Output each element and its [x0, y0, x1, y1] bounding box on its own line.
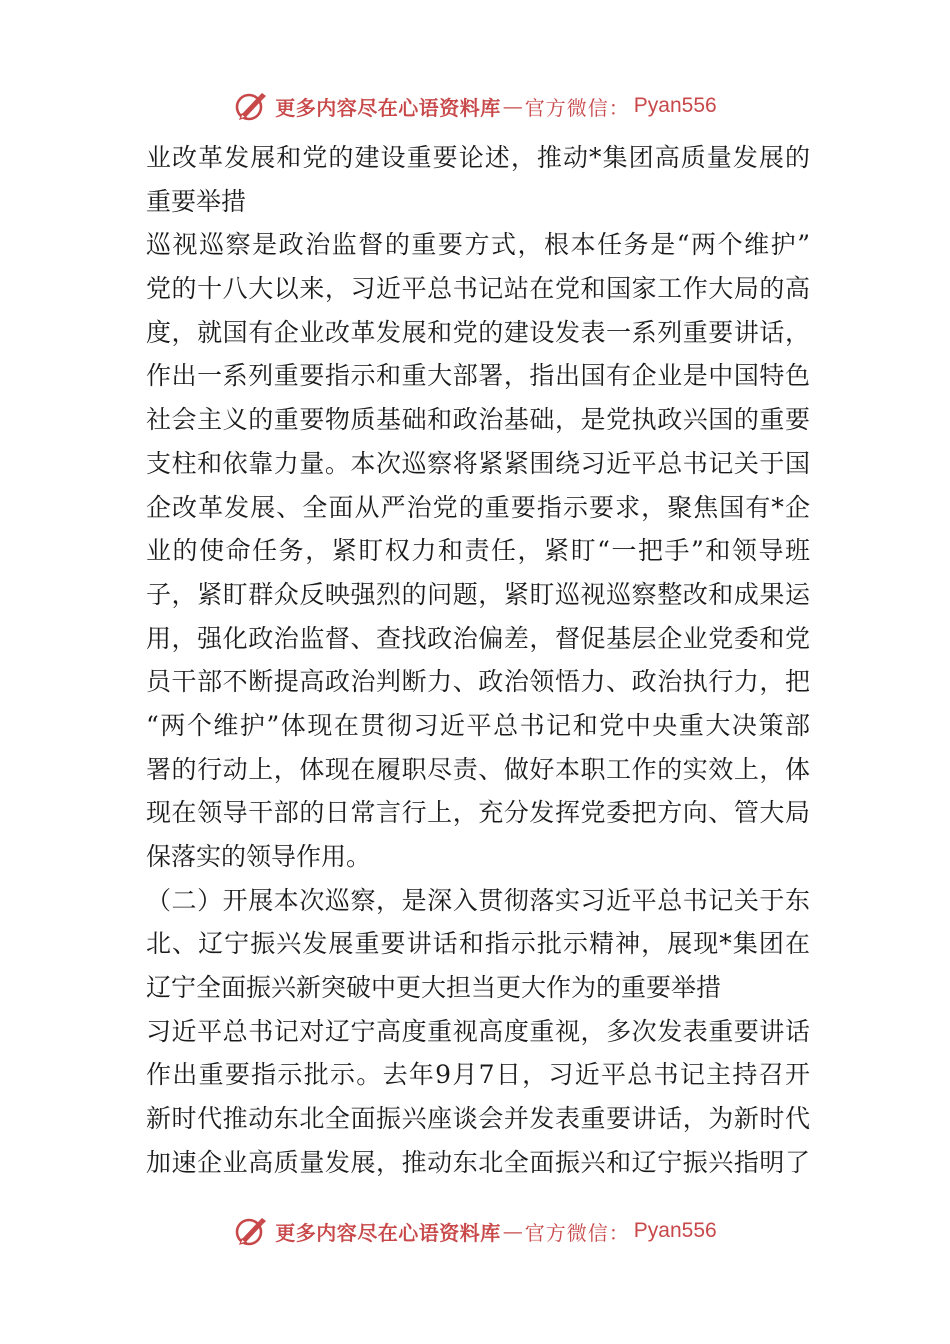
text-line: 业的使命任务，紧盯权力和责任，紧盯“一把手”和领导班: [146, 536, 810, 566]
text-line: 企改革发展、全面从严治党的重要指示要求，聚焦国有*企: [146, 492, 810, 522]
pen-logo-icon: [233, 88, 269, 124]
text-line: 辽宁全面振兴新突破中更大担当更大作为的重要举措: [146, 973, 722, 1003]
pen-logo-icon: [233, 1213, 269, 1249]
watermark-label: 官方微信：: [524, 95, 630, 120]
text-line: 加速企业高质量发展，推动东北全面振兴和辽宁振兴指明了: [146, 1147, 810, 1177]
text-line: “两个维护”体现在贯彻习近平总书记和党中央重大决策部: [146, 710, 810, 740]
text-line: 保落实的领导作用。: [146, 842, 372, 871]
text-line: 度，就国有企业改革发展和党的建设发表一系列重要讲话，: [146, 317, 810, 347]
text-line: 用，强化政治监督、查找政治偏差，督促基层企业党委和党: [146, 623, 810, 653]
document-body: [146, 136, 810, 1185]
watermark-title: 更多内容尽在心语资料库: [275, 95, 501, 120]
watermark-separator: —: [502, 94, 523, 118]
watermark-label: 官方微信：: [524, 1220, 630, 1245]
text-line: 新时代推动东北全面振兴座谈会并发表重要讲话，为新时代: [146, 1104, 810, 1134]
text-line: 署的行动上，体现在履职尽责、做好本职工作的实效上，体: [146, 754, 810, 784]
watermark-wechat-id: Pyan556: [633, 94, 717, 117]
text-line: 作出重要指示批示。去年9月7日，习近平总书记主持召开: [146, 1060, 810, 1090]
text-line: 子，紧盯群众反映强烈的问题，紧盯巡视巡察整改和成果运: [146, 579, 810, 609]
watermark-wechat-id: Pyan556: [633, 1219, 717, 1242]
watermark-separator: —: [502, 1219, 523, 1243]
text-line: （二）开展本次巡察，是深入贯彻落实习近平总书记关于东: [146, 885, 810, 915]
text-line: 党的十八大以来，习近平总书记站在党和国家工作大局的高: [146, 274, 810, 304]
header-watermark: [0, 86, 950, 126]
text-line: 巡视巡察是政治监督的重要方式，根本任务是“两个维护”: [146, 230, 810, 260]
text-line: 社会主义的重要物质基础和政治基础，是党执政兴国的重要: [146, 405, 810, 435]
text-line: 重要举措: [146, 186, 247, 216]
text-line: 员干部不断提高政治判断力、政治领悟力、政治执行力，把: [146, 667, 810, 697]
text-line: 业改革发展和党的建设重要论述，推动*集团高质量发展的: [146, 143, 810, 172]
text-line: 北、辽宁振兴发展重要讲话和指示批示精神，展现*集团在: [146, 929, 810, 959]
text-line: 习近平总书记对辽宁高度重视高度重视，多次发表重要讲话: [146, 1016, 810, 1046]
text-line: 支柱和依靠力量。本次巡察将紧紧围绕习近平总书记关于国: [146, 448, 810, 478]
text-line: 现在领导干部的日常言行上，充分发挥党委把方向、管大局: [146, 798, 810, 828]
watermark-title: 更多内容尽在心语资料库: [275, 1220, 501, 1245]
footer-watermark: [0, 1211, 950, 1251]
text-line: 作出一系列重要指示和重大部署，指出国有企业是中国特色: [146, 361, 810, 391]
